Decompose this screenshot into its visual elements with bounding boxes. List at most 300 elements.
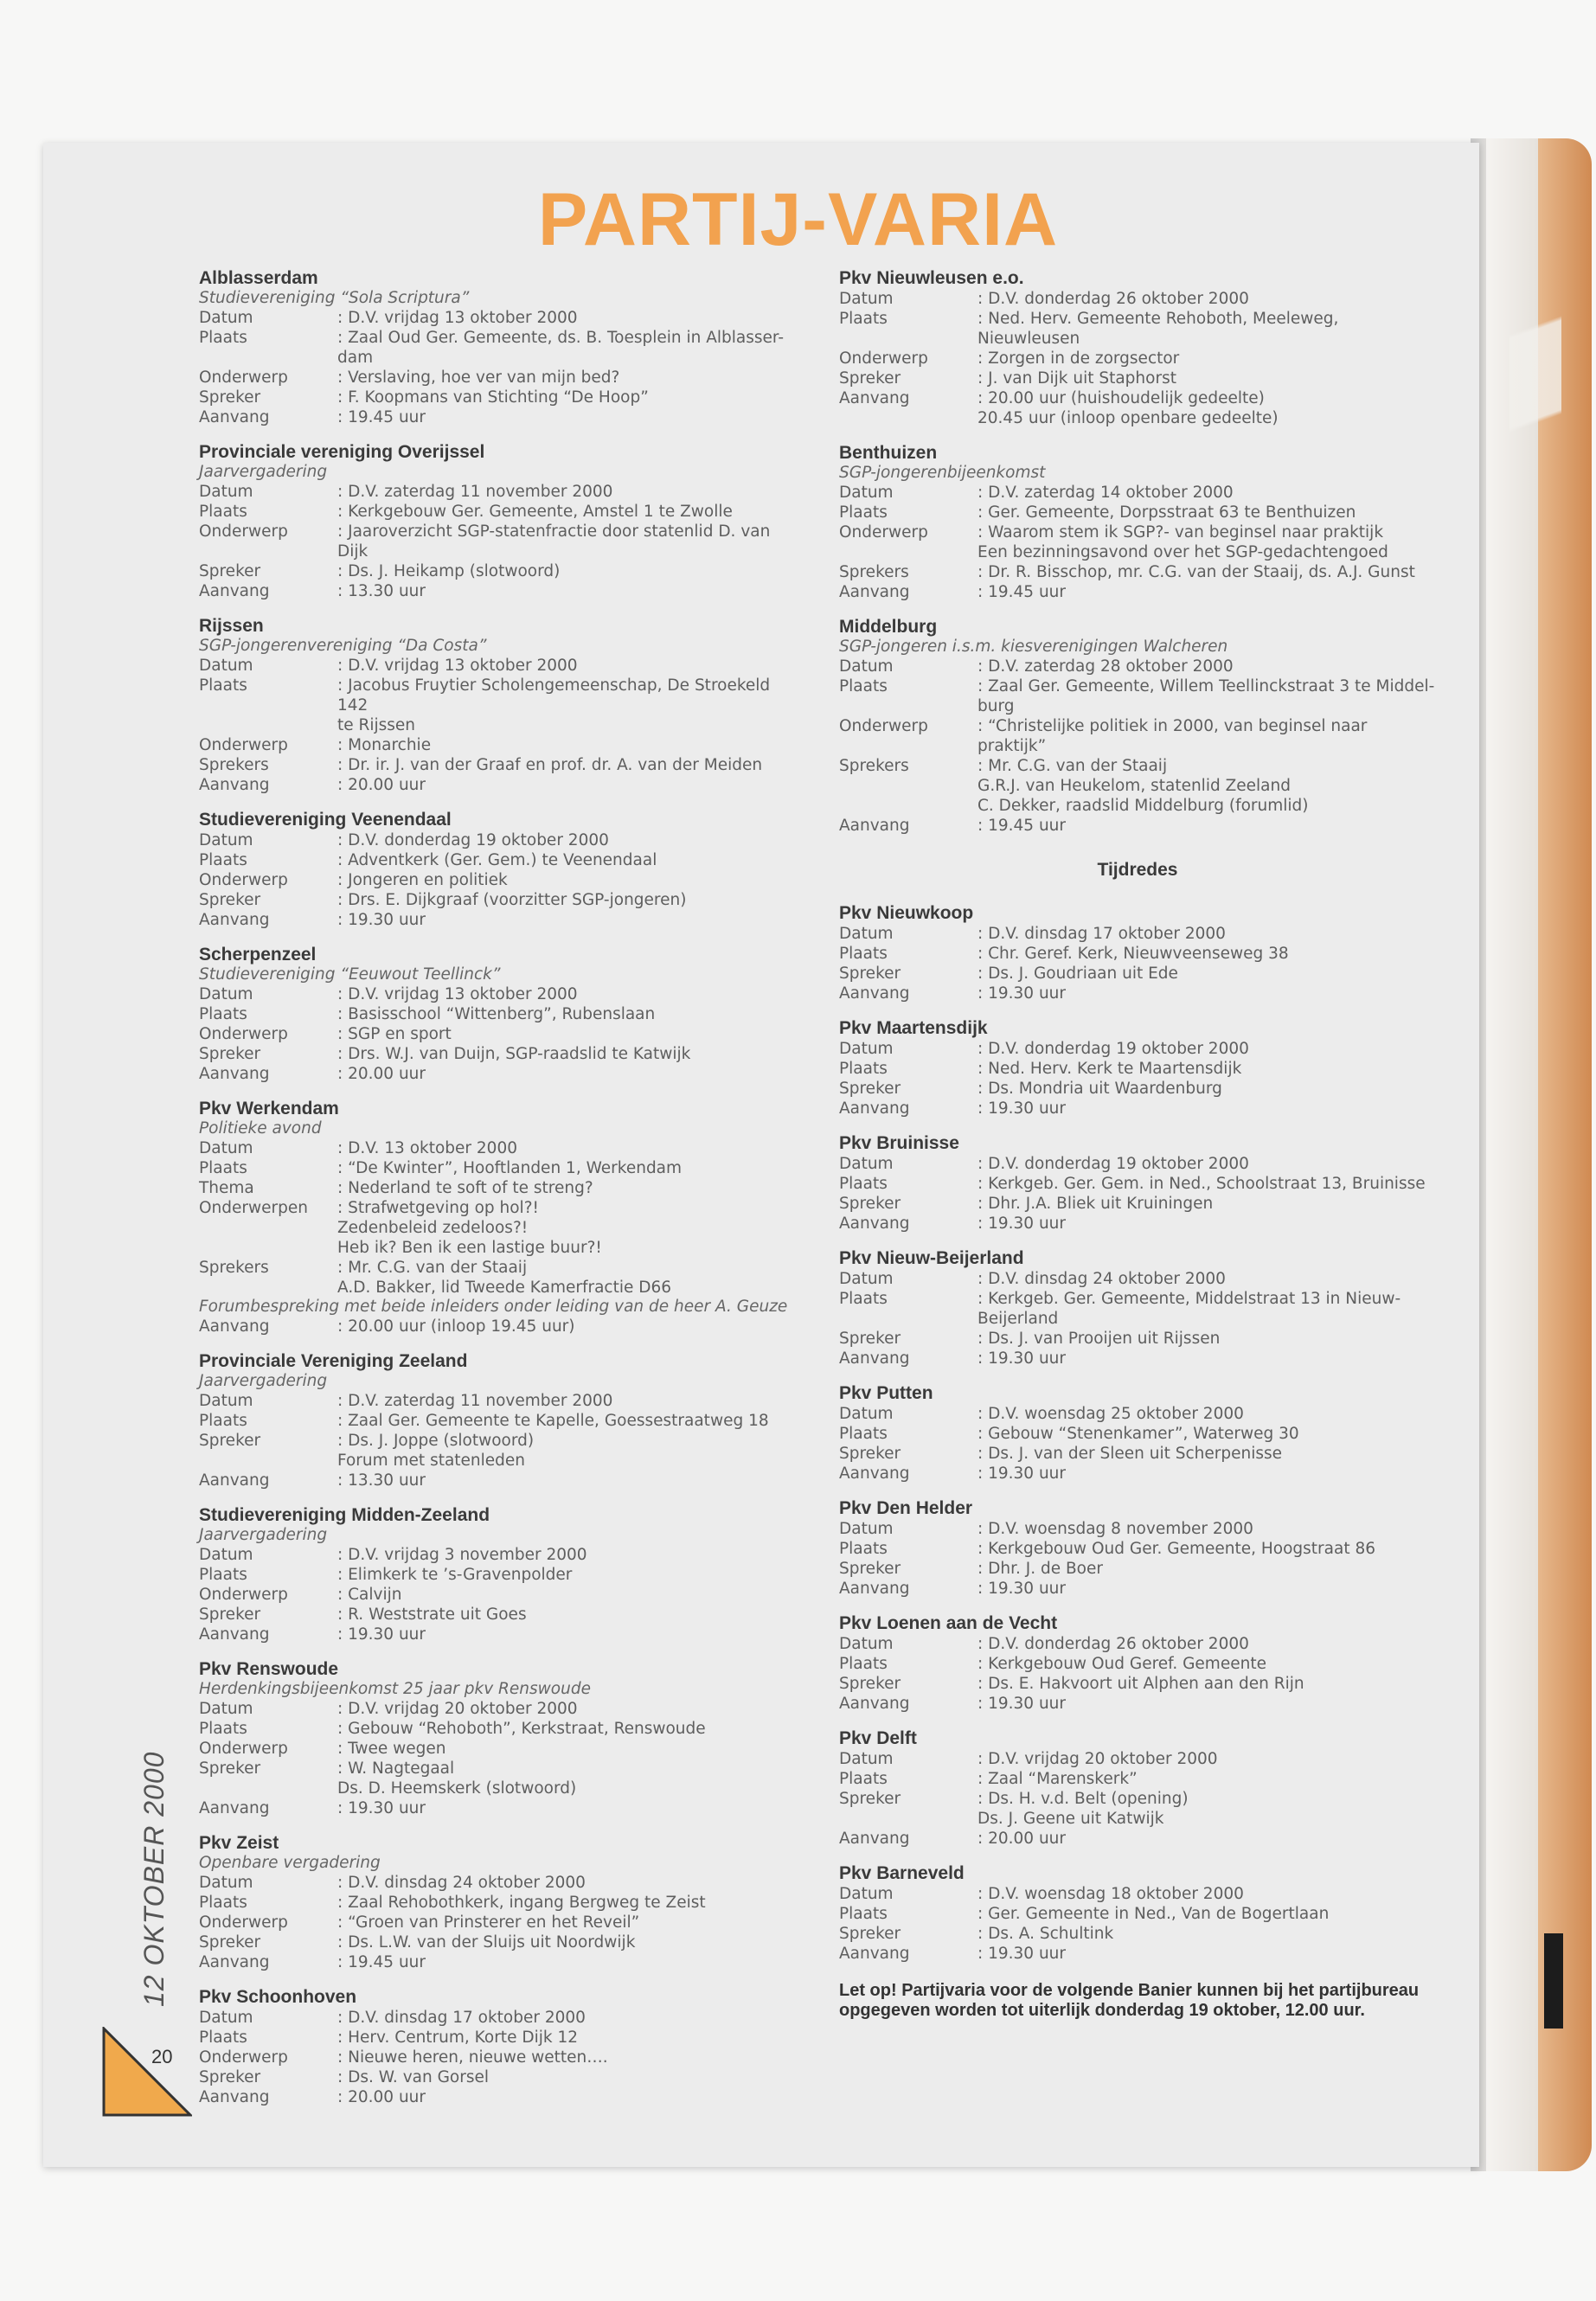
detail-value: : D.V. donderdag 26 oktober 2000	[977, 290, 1249, 308]
detail-value: : 19.30 uur	[977, 1465, 1067, 1483]
event-detail-row	[199, 1699, 804, 1719]
detail-value: : Dr. R. Bisschop, mr. C.G. van der Staaij, ds. A.J. Gunst	[977, 563, 1415, 581]
detail-label: Aanvang	[839, 1945, 910, 1963]
event-entry	[199, 1987, 804, 2107]
event-detail-row	[199, 1932, 804, 1952]
detail-value: : 19.30 uur	[977, 1945, 1067, 1963]
detail-value: : Kerkgeb. Ger. Gemeente, Middelstraat 13 in Nieuw- Beijerland	[977, 1290, 1401, 1328]
event-detail-row	[839, 676, 1436, 716]
event-detail-row	[199, 2067, 804, 2087]
event-detail-row	[199, 2048, 804, 2067]
event-entry	[839, 903, 1436, 1003]
detail-label: Plaats	[839, 1425, 888, 1443]
detail-label: Datum	[839, 290, 894, 308]
event-detail-row	[839, 1194, 1436, 1214]
event-detail-row	[199, 407, 804, 427]
detail-value: : Zaal “Marenskerk”	[977, 1770, 1138, 1788]
detail-value: : Ds. E. Hakvoort uit Alphen aan den Rijn	[977, 1675, 1304, 1693]
event-detail-row	[199, 755, 804, 775]
detail-label: Datum	[839, 1520, 894, 1538]
event-detail-row	[199, 308, 804, 328]
detail-value: : Ds. J. Heikamp (slotwoord)	[337, 562, 561, 580]
event-entry	[199, 268, 804, 427]
event-detail-row	[199, 2028, 804, 2048]
detail-value: : 20.00 uur (inloop 19.45 uur)	[337, 1317, 575, 1336]
detail-value: : Ned. Herv. Kerk te Maartensdijk	[977, 1060, 1242, 1078]
detail-value: : D.V. vrijdag 3 november 2000	[337, 1546, 587, 1564]
event-detail-row	[839, 1214, 1436, 1234]
detail-value: : Kerkgebouw Oud Ger. Gemeente, Hoogstraat 86	[977, 1540, 1376, 1558]
event-subtitle: SGP-jongerenvereniging “Da Costa”	[199, 637, 487, 655]
detail-value: : Chr. Geref. Kerk, Nieuwveenseweg 38	[977, 945, 1289, 963]
detail-value: : D.V. donderdag 26 oktober 2000	[977, 1635, 1249, 1653]
detail-label: Spreker	[839, 1445, 901, 1463]
detail-label: Plaats	[839, 677, 888, 695]
detail-value: : Ds. A. Schultink	[977, 1925, 1114, 1943]
detail-label: Sprekers	[839, 563, 909, 581]
detail-label: Plaats	[839, 1540, 888, 1558]
detail-value: : 19.30 uur	[977, 1695, 1067, 1713]
detail-value: : Kerkgeb. Ger. Gem. in Ned., Schoolstraat 13, Bruinisse	[977, 1175, 1426, 1193]
detail-label: Datum	[199, 483, 253, 501]
event-detail-row	[199, 1138, 804, 1158]
detail-value: : Gebouw “Stenenkamer”, Waterweg 30	[977, 1425, 1299, 1443]
event-entry	[839, 1383, 1436, 1484]
detail-value: : Ds. L.W. van der Sluijs uit Noordwijk	[337, 1933, 636, 1952]
detail-value: : 20.00 uur	[337, 776, 426, 794]
detail-value: : 19.30 uur	[977, 984, 1067, 1003]
event-detail-row	[199, 1178, 804, 1198]
detail-value: : Kerkgebouw Oud Geref. Gemeente	[977, 1655, 1266, 1673]
detail-value: : 13.30 uur	[337, 582, 426, 600]
detail-label: Spreker	[199, 1432, 261, 1450]
event-entry	[839, 1018, 1436, 1118]
detail-label: Onderwerp	[199, 736, 288, 754]
event-detail-row	[199, 1258, 804, 1298]
detail-label: Plaats	[199, 851, 247, 869]
detail-value: : D.V. donderdag 19 oktober 2000	[977, 1155, 1249, 1173]
detail-label: Aanvang	[839, 1830, 910, 1848]
detail-value: : Herv. Centrum, Korte Dijk 12	[337, 2029, 578, 2047]
detail-label: Spreker	[839, 1330, 901, 1348]
detail-label: Plaats	[199, 1566, 247, 1584]
event-detail-row	[199, 581, 804, 601]
detail-value: : D.V. 13 oktober 2000	[337, 1139, 517, 1157]
event-detail-row	[839, 984, 1436, 1003]
detail-label: Plaats	[839, 1905, 888, 1923]
detail-value: : 20.00 uur	[977, 1830, 1067, 1848]
detail-value: : Zaal Oud Ger. Gemeente, ds. B. Toesplein in Alblasser- dam	[337, 329, 785, 367]
black-tab	[1544, 1933, 1563, 2029]
detail-label: Onderwerp	[199, 369, 288, 387]
detail-value: : Basisschool “Wittenberg”, Rubenslaan	[337, 1005, 656, 1023]
event-detail-row	[199, 1317, 804, 1336]
detail-label: Datum	[199, 1700, 253, 1718]
event-detail-row	[839, 1174, 1436, 1194]
event-note: Forumbespreking met beide inleiders onder leiding van de heer A. Geuze	[199, 1298, 788, 1316]
event-detail-row	[839, 1424, 1436, 1444]
event-detail-row	[839, 944, 1436, 964]
event-subtitle: Studievereniging “Sola Scriptura”	[199, 289, 470, 307]
event-detail-row	[199, 502, 804, 522]
event-detail-row	[839, 924, 1436, 944]
detail-value: : Zorgen in de zorgsector	[977, 349, 1180, 368]
event-detail-row	[839, 1154, 1436, 1174]
event-detail-row	[839, 309, 1436, 349]
detail-label: Onderwerp	[199, 1586, 288, 1604]
event-detail-row	[199, 850, 804, 870]
event-detail-row	[839, 1404, 1436, 1424]
detail-label: Onderwerp	[839, 349, 928, 368]
detail-value: : D.V. dinsdag 17 oktober 2000	[337, 2009, 586, 2027]
event-subtitle: Openbare vergadering	[199, 1854, 381, 1872]
detail-label: Datum	[199, 657, 253, 675]
event-title: Middelburg	[839, 617, 938, 637]
detail-value: : Monarchie	[337, 736, 432, 754]
detail-value: : Drs. E. Dijkgraaf (voorzitter SGP-jongeren)	[337, 891, 687, 909]
event-title: Pkv Werkendam	[199, 1099, 339, 1118]
detail-value: : Ger. Gemeente in Ned., Van de Bogertlaan	[977, 1905, 1330, 1923]
detail-label: Spreker	[839, 965, 901, 983]
event-entry	[839, 1613, 1436, 1714]
detail-value: : 19.30 uur	[977, 1215, 1067, 1233]
page-number: 20	[151, 2046, 173, 2067]
section-heading: Tijdredes	[1097, 860, 1178, 880]
event-detail-row	[199, 910, 804, 930]
event-detail-row	[199, 1739, 804, 1759]
detail-label: Plaats	[839, 1655, 888, 1673]
event-detail-row	[839, 1444, 1436, 1464]
event-detail-row	[839, 388, 1436, 428]
detail-value: : Waarom stem ik SGP?- van beginsel naar praktijk Een bezinningsavond over het SGP-gedachtengoed	[977, 523, 1388, 561]
detail-value: : D.V. dinsdag 24 oktober 2000	[977, 1270, 1226, 1288]
detail-value: : D.V. vrijdag 13 oktober 2000	[337, 309, 578, 327]
event-detail-row	[839, 1269, 1436, 1289]
detail-value: : Drs. W.J. van Duijn, SGP-raadslid te Katwijk	[337, 1045, 691, 1063]
detail-label: Spreker	[839, 1195, 901, 1213]
event-detail-row	[839, 1634, 1436, 1654]
detail-label: Datum	[199, 1139, 253, 1157]
event-detail-row	[839, 582, 1436, 602]
event-detail-row	[839, 1749, 1436, 1769]
event-title: Studievereniging Midden-Zeeland	[199, 1505, 490, 1525]
event-title: Provinciale vereniging Overijssel	[199, 442, 485, 462]
detail-label: Sprekers	[199, 756, 269, 774]
event-title: Pkv Loenen aan de Vecht	[839, 1613, 1058, 1633]
event-detail-row	[839, 349, 1436, 369]
detail-label: Plaats	[199, 1412, 247, 1430]
event-detail-row	[839, 562, 1436, 582]
detail-label: Datum	[199, 985, 253, 1003]
detail-value: : 20.00 uur	[337, 2088, 426, 2106]
event-title: Pkv Bruinisse	[839, 1133, 959, 1153]
detail-value: : J. van Dijk uit Staphorst	[977, 369, 1176, 388]
detail-value: : SGP en sport	[337, 1025, 452, 1043]
detail-value: : Zaal Ger. Gemeente, Willem Teellinckstraat 3 te Middel- burg	[977, 677, 1435, 715]
detail-value: : Calvijn	[337, 1586, 402, 1604]
event-title: Studievereniging Veenendaal	[199, 810, 452, 830]
event-detail-row	[199, 1798, 804, 1818]
detail-label: Plaats	[199, 676, 247, 695]
detail-value: : 20.00 uur (huishoudelijk gedeelte) 20.45 uur (inloop openbare gedeelte)	[977, 389, 1279, 427]
detail-value: : 19.45 uur	[977, 817, 1067, 835]
detail-label: Plaats	[199, 503, 247, 521]
detail-label: Aanvang	[839, 1465, 910, 1483]
event-detail-row	[839, 1904, 1436, 1924]
detail-value: : “Groen van Prinsterer en het Reveil”	[337, 1913, 640, 1932]
event-detail-row	[199, 388, 804, 407]
detail-value: : 19.45 uur	[337, 408, 426, 426]
event-detail-row	[199, 656, 804, 676]
detail-label: Aanvang	[839, 1215, 910, 1233]
detail-label: Aanvang	[199, 582, 270, 600]
detail-label: Datum	[839, 1155, 894, 1173]
event-title: Provinciale Vereniging Zeeland	[199, 1351, 468, 1371]
detail-label: Datum	[839, 1885, 894, 1903]
event-subtitle: Politieke avond	[199, 1119, 322, 1138]
detail-value: : D.V. zaterdag 28 oktober 2000	[977, 657, 1234, 676]
event-detail-row	[839, 1059, 1436, 1079]
detail-value: : R. Weststrate uit Goes	[337, 1606, 527, 1624]
detail-value: : Dr. ir. J. van der Graaf en prof. dr. A. van der Meiden	[337, 756, 763, 774]
detail-label: Aanvang	[199, 776, 270, 794]
detail-label: Spreker	[839, 1925, 901, 1943]
event-detail-row	[199, 1044, 804, 1064]
event-detail-row	[839, 1539, 1436, 1559]
event-title: Pkv Renswoude	[199, 1659, 339, 1679]
page-corner-triangle	[102, 2027, 192, 2117]
detail-label: Spreker	[199, 891, 261, 909]
event-title: Rijssen	[199, 616, 264, 636]
event-detail-row	[199, 1545, 804, 1565]
event-detail-row	[199, 1471, 804, 1490]
detail-value: : Adventkerk (Ger. Gem.) te Veenendaal	[337, 851, 657, 869]
event-detail-row	[839, 1829, 1436, 1849]
detail-label: Plaats	[839, 310, 888, 328]
detail-value: : Kerkgebouw Ger. Gemeente, Amstel 1 te Zwolle	[337, 503, 733, 521]
detail-value: : 19.30 uur	[977, 1099, 1067, 1118]
detail-label: Aanvang	[199, 1317, 270, 1336]
event-detail-row	[839, 522, 1436, 562]
event-detail-row	[839, 1099, 1436, 1118]
issue-date: 12 OKTOBER 2000	[138, 1751, 170, 2007]
detail-label: Spreker	[199, 562, 261, 580]
detail-label: Aanvang	[199, 1471, 270, 1490]
detail-value: : W. Nagtegaal Ds. D. Heemskerk (slotwoord)	[337, 1759, 577, 1798]
event-detail-row	[839, 1349, 1436, 1368]
detail-label: Datum	[839, 1040, 894, 1058]
event-detail-row	[839, 716, 1436, 756]
event-detail-row	[839, 483, 1436, 503]
detail-value: : Elimkerk te ’s-Gravenpolder	[337, 1566, 573, 1584]
detail-value: : Ds. J. Goudriaan uit Ede	[977, 965, 1178, 983]
event-detail-row	[199, 328, 804, 368]
event-detail-row	[839, 1769, 1436, 1789]
event-detail-row	[199, 1024, 804, 1044]
detail-label: Datum	[199, 1874, 253, 1892]
right-entries-bottom	[839, 903, 1436, 1964]
detail-label: Datum	[199, 1392, 253, 1410]
event-title: Pkv Nieuw-Beijerland	[839, 1248, 1024, 1268]
detail-label: Aanvang	[839, 1349, 910, 1368]
detail-value: : “Christelijke politiek in 2000, van beginsel naar praktijk”	[977, 717, 1368, 755]
detail-value: : Ds. H. v.d. Belt (opening) Ds. J. Geene uit Katwijk	[977, 1790, 1189, 1828]
page-title: PARTIJ-VARIA	[537, 178, 1059, 261]
detail-label: Onderwerp	[199, 2048, 288, 2067]
event-detail-row	[199, 870, 804, 890]
detail-label: Spreker	[839, 1675, 901, 1693]
event-title: Alblasserdam	[199, 268, 318, 288]
event-detail-row	[199, 890, 804, 910]
event-detail-row	[199, 775, 804, 795]
detail-label: Aanvang	[839, 984, 910, 1003]
event-detail-row	[839, 1519, 1436, 1539]
event-detail-row	[199, 561, 804, 581]
detail-value: : 19.30 uur	[337, 1799, 426, 1817]
detail-label: Sprekers	[199, 1259, 269, 1277]
detail-value: : Gebouw “Rehoboth”, Kerkstraat, Renswoude	[337, 1720, 706, 1738]
detail-label: Aanvang	[839, 817, 910, 835]
event-detail-row	[839, 657, 1436, 676]
event-entry	[839, 443, 1436, 602]
detail-value: : F. Koopmans van Stichting “De Hoop”	[337, 388, 649, 407]
event-detail-row	[199, 830, 804, 850]
detail-value: : Mr. C.G. van der Staaij G.R.J. van Heukelom, statenlid Zeeland C. Dekker, raadslid Middelburg (forumlid)	[977, 757, 1309, 815]
detail-label: Onderwerp	[839, 717, 928, 735]
event-subtitle: Jaarvergadering	[199, 1526, 328, 1544]
event-title: Pkv Nieuwkoop	[839, 903, 974, 923]
detail-value: : D.V. dinsdag 24 oktober 2000	[337, 1874, 586, 1892]
detail-value: : D.V. donderdag 19 oktober 2000	[977, 1040, 1249, 1058]
event-detail-row	[839, 964, 1436, 984]
detail-label: Plaats	[199, 2029, 247, 2047]
event-detail-row	[199, 368, 804, 388]
event-title: Pkv Schoonhoven	[199, 1987, 357, 2007]
event-entry	[839, 1863, 1436, 1964]
event-detail-row	[199, 676, 804, 735]
detail-label: Aanvang	[839, 1099, 910, 1118]
event-subtitle: Studievereniging “Eeuwout Teellinck”	[199, 965, 501, 984]
detail-label: Datum	[839, 925, 894, 943]
detail-label: Datum	[839, 1405, 894, 1423]
detail-value: : D.V. donderdag 19 oktober 2000	[337, 831, 609, 849]
detail-label: Thema	[199, 1179, 254, 1197]
event-title: Pkv Delft	[839, 1728, 917, 1748]
event-detail-row	[199, 1873, 804, 1893]
event-entry	[199, 1351, 804, 1490]
detail-value: : D.V. dinsdag 17 oktober 2000	[977, 925, 1226, 943]
event-detail-row	[839, 1039, 1436, 1059]
event-detail-row	[839, 1944, 1436, 1964]
detail-label: Onderwerp	[199, 1913, 288, 1932]
event-entry	[199, 442, 804, 601]
detail-label: Aanvang	[199, 911, 270, 929]
detail-label: Datum	[839, 657, 894, 676]
event-detail-row	[199, 1004, 804, 1024]
detail-label: Onderwerp	[199, 871, 288, 889]
detail-label: Spreker	[839, 1560, 901, 1578]
detail-label: Datum	[839, 1635, 894, 1653]
event-detail-row	[199, 1411, 804, 1431]
detail-value: : Ds. J. van der Sleen uit Scherpenisse	[977, 1445, 1283, 1463]
event-entry	[839, 1728, 1436, 1849]
event-entry	[199, 616, 804, 795]
detail-value: : Verslaving, hoe ver van mijn bed?	[337, 369, 620, 387]
detail-label: Onderwerp	[199, 1740, 288, 1758]
event-detail-row	[199, 984, 804, 1004]
event-detail-row	[839, 1464, 1436, 1484]
detail-value: : D.V. zaterdag 11 november 2000	[337, 483, 613, 501]
detail-value: : “De Kwinter”, Hooftlanden 1, Werkendam	[337, 1159, 683, 1177]
detail-label: Onderwerp	[199, 522, 288, 541]
detail-label: Plaats	[839, 1175, 888, 1193]
detail-value: : 13.30 uur	[337, 1471, 426, 1490]
detail-value: : Nieuwe heren, nieuwe wetten….	[337, 2048, 608, 2067]
event-detail-row	[199, 1913, 804, 1932]
detail-label: Aanvang	[199, 1953, 270, 1971]
detail-value: : Ds. J. van Prooijen uit Rijssen	[977, 1330, 1221, 1348]
detail-value: : D.V. vrijdag 20 oktober 2000	[337, 1700, 578, 1718]
event-entry	[839, 1133, 1436, 1234]
event-detail-row	[839, 1789, 1436, 1829]
event-detail-row	[199, 1719, 804, 1739]
detail-label: Aanvang	[839, 389, 910, 407]
detail-value: : Jaaroverzicht SGP-statenfractie door statenlid D. van Dijk	[337, 522, 771, 561]
detail-label: Spreker	[199, 1045, 261, 1063]
detail-value: : D.V. woensdag 25 oktober 2000	[977, 1405, 1244, 1423]
detail-label: Plaats	[199, 1159, 247, 1177]
event-detail-row	[839, 1924, 1436, 1944]
detail-label: Aanvang	[199, 1065, 270, 1083]
event-title: Pkv Zeist	[199, 1833, 279, 1853]
event-detail-row	[839, 1884, 1436, 1904]
detail-label: Aanvang	[199, 408, 270, 426]
detail-label: Datum	[199, 309, 253, 327]
right-column	[839, 268, 1436, 2021]
detail-value: : Ds. Mondria uit Waardenburg	[977, 1080, 1222, 1098]
detail-label: Datum	[839, 1270, 894, 1288]
event-detail-row	[839, 1079, 1436, 1099]
event-detail-row	[839, 289, 1436, 309]
event-detail-row	[199, 1158, 804, 1178]
detail-label: Plaats	[199, 1005, 247, 1023]
event-entry	[199, 945, 804, 1084]
deadline-notice: Let op! Partijvaria voor de volgende Banier kunnen bij het partijbureau opgegeven worden tot uiterlijk donderdag 19 oktober, 12.00 uur.	[839, 1981, 1420, 2020]
detail-label: Spreker	[839, 369, 901, 388]
event-entry	[199, 1833, 804, 1972]
detail-label: Datum	[839, 484, 894, 502]
event-subtitle: Jaarvergadering	[199, 1372, 328, 1390]
event-title: Pkv Putten	[839, 1383, 933, 1403]
detail-value: : Ger. Gemeente, Dorpsstraat 63 te Benthuizen	[977, 503, 1356, 522]
detail-value: : Dhr. J.A. Bliek uit Kruiningen	[977, 1195, 1214, 1213]
detail-value: : Zaal Ger. Gemeente te Kapelle, Goessestraatweg 18	[337, 1412, 769, 1430]
detail-label: Plaats	[199, 1894, 247, 1912]
detail-label: Spreker	[199, 2068, 261, 2086]
detail-label: Aanvang	[839, 1580, 910, 1598]
event-detail-row	[199, 1625, 804, 1644]
detail-label: Plaats	[839, 1770, 888, 1788]
event-detail-row	[839, 1654, 1436, 1674]
event-title: Pkv Maartensdijk	[839, 1018, 988, 1038]
detail-label: Spreker	[199, 1933, 261, 1952]
event-entry	[839, 1498, 1436, 1599]
event-detail-row	[199, 1585, 804, 1605]
event-entry	[199, 1505, 804, 1644]
event-entry	[839, 617, 1436, 836]
detail-label: Aanvang	[199, 1625, 270, 1644]
detail-label: Spreker	[839, 1790, 901, 1808]
